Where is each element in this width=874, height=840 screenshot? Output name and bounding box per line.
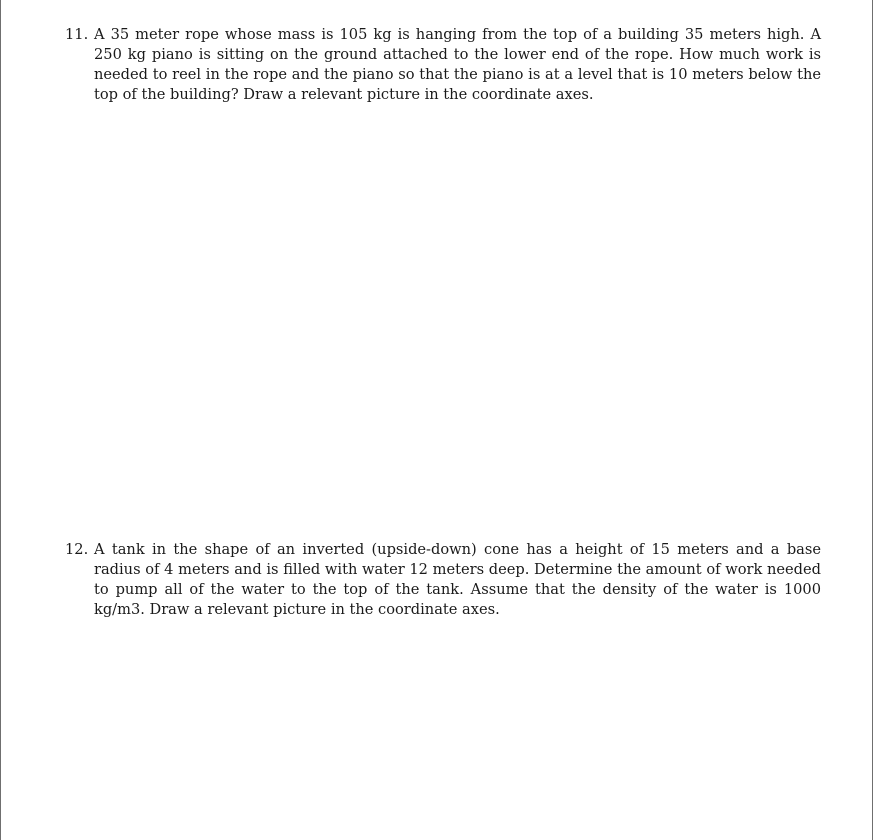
problem-text: A tank in the shape of an inverted (upside-down) cone has a height of 15 meters and a base radius of 4 meters and is filled with water 12 meters deep. Determine the amount of work needed to pump all of the water to the top of the tank. Assume that the density of the water is 1000 kg/m3. Draw a relevant picture in the coordinate axes. [94, 541, 821, 618]
problem-number: 11. [65, 26, 89, 43]
problem-number: 12. [65, 541, 89, 558]
problem-11 [65, 25, 821, 105]
problem-text: A 35 meter rope whose mass is 105 kg is hanging from the top of a building 35 meters high. A 250 kg piano is sitting on the ground attached to the lower end of the rope. How much work is needed to reel in the rope and the piano so that the piano is at a level that is 10 meters below the top of the building? Draw a relevant picture in the coordinate axes. [94, 26, 821, 103]
problem-12 [65, 540, 821, 620]
